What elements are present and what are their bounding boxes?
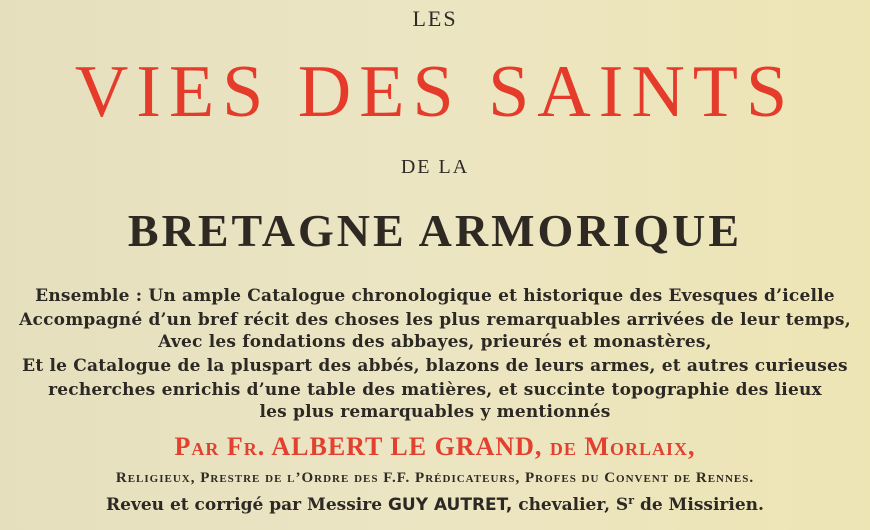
pretitle: LES [412,6,458,31]
author-name: ALBERT LE GRAND, [271,432,543,461]
author-origin: de Morlaix, [549,432,696,461]
author-line [0,432,870,462]
title-connector: DE LA [400,156,470,178]
book-title: VIES DES SAINTS [74,51,796,133]
revision-intro: Reveu et corrigé par Messire [106,495,383,515]
revision-line [0,494,870,515]
description-line-5: recherches enrichis d’une table des matières, et succinte topographie des lieux [48,380,822,400]
description-line-3: Avec les fondations des abbayes, prieurés et monastères, [158,332,712,352]
author-affiliation: Religieux, Prestre de l’Ordre des F.F. Prédicateurs, Profes du Convent de Rennes. [115,470,755,486]
description-line-2: Accompagné d’un bref récit des choses les plus remarquables arrivées de leur temps, [19,310,851,330]
description-line-6: les plus remarquables y mentionnés [259,402,611,422]
reviser-title-superscript: r [628,494,635,507]
reviser-domain: de Missirien. [639,495,764,515]
description-line-1: Ensemble : Un ample Catalogue chronologique et historique des Evesques d’icelle [35,286,835,306]
description-line-4: Et le Catalogue de la pluspart des abbés, blazons de leurs armes, et autres curieuses [22,356,848,376]
author-prefix: Par Fr. [174,432,266,461]
reviser-name: GUY AUTRET, [387,495,513,515]
reviser-title: chevalier, S [518,495,629,515]
book-subtitle: BRETAGNE ARMORIQUE [127,205,743,256]
